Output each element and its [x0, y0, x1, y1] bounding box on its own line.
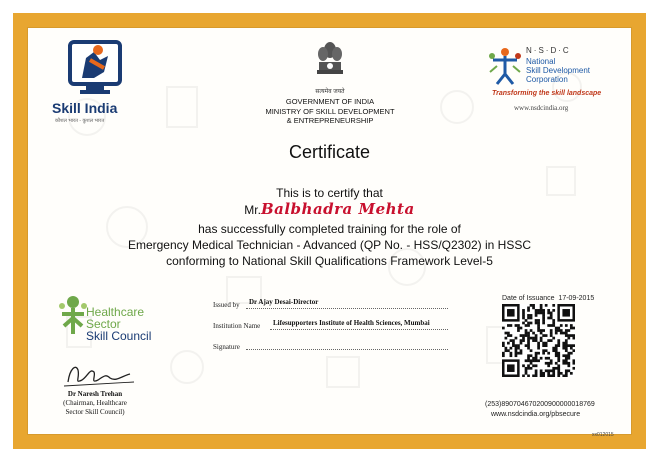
- healthcare-council-name: [86, 306, 151, 342]
- ministry-line: MINISTRY OF SKILL DEVELOPMENT: [265, 106, 395, 116]
- handwritten-signature: [60, 360, 140, 390]
- completion-text: has successfully completed training for the role of: [198, 222, 461, 236]
- institution-value: Lifesupporters Institute of Health Sciences, Mumbai: [273, 319, 430, 327]
- council-line: Skill Council: [86, 329, 152, 343]
- framework-text: conforming to National Skill Qualifications Framework Level-5: [166, 254, 493, 268]
- nsdc-website: www.nsdcindia.org: [514, 104, 569, 112]
- ministry-line: GOVERNMENT OF INDIA: [285, 97, 375, 106]
- nsdc-name-line: Skill Development: [526, 66, 591, 75]
- qualification-text: Emergency Medical Technician - Advanced (QP No. - HSS/Q2302) in HSSC: [127, 238, 532, 252]
- salutation: Mr.: [244, 203, 261, 217]
- nsdc-logo: [487, 44, 523, 88]
- issued-by-value: Dr Ajay Desai-Director: [249, 298, 319, 306]
- date-value: 17-09-2015: [558, 295, 595, 302]
- nsdc-tagline: Transforming the skill landscape: [492, 90, 602, 97]
- signatory-title: (Chairman, Healthcare: [63, 399, 127, 407]
- ministry-text: [240, 97, 420, 126]
- signatory-title: Sector Skill Council): [65, 408, 125, 416]
- skill-india-name: Skill India: [52, 100, 118, 116]
- recipient-name: Balbhadra Mehta: [260, 200, 415, 218]
- issued-by-label: Issued by: [213, 301, 240, 309]
- national-emblem: [315, 38, 345, 86]
- recipient-line: [0, 200, 659, 218]
- institution-line: [270, 329, 448, 330]
- skill-india-tagline: कौशल भारत - कुशल भारत: [55, 118, 105, 124]
- signatory-block: [40, 390, 150, 417]
- verification-code: (253)890704670200900000018769: [485, 401, 595, 408]
- council-line: Sector: [86, 317, 121, 331]
- certificate-title: Certificate: [288, 142, 371, 162]
- satyamev-jayate: सत्यमेव जयते: [315, 89, 345, 95]
- institution-label: Institution Name: [213, 322, 261, 330]
- signature-line: [246, 349, 448, 350]
- ministry-line: & ENTREPRENEURSHIP: [286, 116, 374, 125]
- council-line: Healthcare: [86, 305, 145, 319]
- date-of-issuance: [502, 295, 594, 302]
- issued-by-line: [246, 308, 448, 309]
- verification-website: www.nsdcindia.org/pbsecure: [491, 411, 581, 418]
- certify-text: This is to certify that: [276, 186, 383, 200]
- nsdc-name-line: National: [526, 57, 556, 66]
- signatory-name: Dr Naresh Trehan: [67, 390, 123, 398]
- signature-label: Signature: [213, 343, 240, 351]
- date-label: Date of Issuance: [502, 295, 555, 302]
- nsdc-full-name: [526, 57, 590, 84]
- nsdc-name-line: Corporation: [526, 75, 568, 84]
- nsdc-acronym: N·S·D·C: [526, 46, 571, 55]
- skill-india-logo: [64, 38, 126, 100]
- qr-code: [502, 304, 575, 377]
- healthcare-council-logo: [58, 292, 88, 338]
- serial-number: xx012015: [592, 432, 614, 438]
